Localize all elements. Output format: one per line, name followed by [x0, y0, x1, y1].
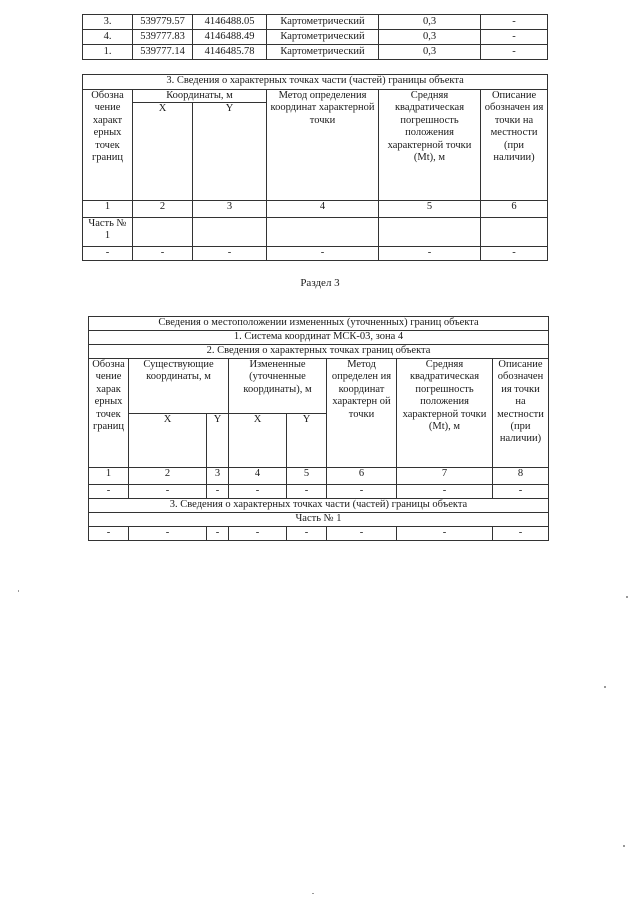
col-existing-coords: Существующие координаты, м — [129, 359, 229, 414]
method-cell: Картометрический — [267, 30, 379, 45]
section3-title: Сведения о местоположении измененных (уточненных) границ объекта — [89, 317, 549, 331]
table-row — [83, 30, 548, 45]
col-point-name: Обозна чение харак ерных точек границ — [89, 359, 129, 468]
table-row — [83, 45, 548, 60]
col-method: Метод определения координат характерной точки — [267, 90, 379, 201]
dash-cell: - — [133, 247, 193, 261]
column-number: 4 — [267, 201, 379, 218]
dash-cell: - — [193, 247, 267, 261]
coord-x: 539777.83 — [133, 30, 193, 45]
method-cell: Картометрический — [267, 45, 379, 60]
changed-boundaries-table — [88, 316, 549, 541]
dash-cell: - — [89, 527, 129, 541]
col-x: X — [133, 103, 193, 201]
col-changed-coords: Измененные (уточненные координаты), м — [229, 359, 327, 414]
point-number: 1. — [83, 45, 133, 60]
table-row — [83, 15, 548, 30]
dash-cell: - — [397, 485, 493, 499]
dash-cell: - — [327, 485, 397, 499]
description-cell: - — [481, 15, 548, 30]
dash-cell: - — [287, 527, 327, 541]
dash-cell: - — [89, 485, 129, 499]
boundary-points-row: 2. Сведения о характерных точках границ объекта — [89, 345, 549, 359]
dash-cell: - — [493, 485, 549, 499]
dash-cell: - — [207, 527, 229, 541]
col-x-existing: X — [129, 413, 207, 468]
col-mt: Средняя квадратическая погрешность положения характерной точки (Mt), м — [379, 90, 481, 201]
dash-cell: - — [229, 527, 287, 541]
point-number: 4. — [83, 30, 133, 45]
part-points-table — [82, 74, 548, 261]
col-method: Метод определен ия координат характерн ой точки — [327, 359, 397, 468]
column-number: 7 — [397, 468, 493, 485]
col-y: Y — [193, 103, 267, 201]
col-description: Описание обозначен ия точки на местности (при наличии) — [481, 90, 548, 201]
dash-cell: - — [327, 527, 397, 541]
dash-cell: - — [493, 527, 549, 541]
col-coords: Координаты, м — [133, 90, 267, 103]
column-number: 5 — [287, 468, 327, 485]
dash-cell: - — [207, 485, 229, 499]
column-number: 5 — [379, 201, 481, 218]
coord-system-row: 1. Система координат МСК-03, зона 4 — [89, 331, 549, 345]
coord-x: 539777.14 — [133, 45, 193, 60]
part-label: Часть № 1 — [89, 513, 549, 527]
coord-y: 4146485.78 — [193, 45, 267, 60]
col-mt: Средняя квадратическая погрешность положения характерной точки (Mt), м — [397, 359, 493, 468]
coord-x: 539779.57 — [133, 15, 193, 30]
dash-cell: - — [267, 247, 379, 261]
dash-cell: - — [129, 485, 207, 499]
dash-cell: - — [229, 485, 287, 499]
column-number: 3 — [207, 468, 229, 485]
col-y-existing: Y — [207, 413, 229, 468]
coordinates-table-tail — [82, 14, 548, 60]
column-number: 8 — [493, 468, 549, 485]
column-number: 1 — [83, 201, 133, 218]
column-number: 3 — [193, 201, 267, 218]
description-cell: - — [481, 45, 548, 60]
description-cell: - — [481, 30, 548, 45]
column-number: 6 — [327, 468, 397, 485]
column-number: 2 — [129, 468, 207, 485]
scan-speck — [626, 596, 628, 598]
dash-cell: - — [287, 485, 327, 499]
col-description: Описание обозначен ия точки на местности (при наличии) — [493, 359, 549, 468]
part-section-title: 3. Сведения о характерных точках части (частей) границы объекта — [83, 75, 548, 90]
dash-cell: - — [83, 247, 133, 261]
mt-cell: 0,3 — [379, 45, 481, 60]
mt-cell: 0,3 — [379, 15, 481, 30]
column-number: 2 — [133, 201, 193, 218]
column-number: 6 — [481, 201, 548, 218]
dash-cell: - — [397, 527, 493, 541]
column-number: 1 — [89, 468, 129, 485]
coord-y: 4146488.05 — [193, 15, 267, 30]
scan-speck — [18, 590, 19, 592]
col-x-changed: X — [229, 413, 287, 468]
dash-cell: - — [379, 247, 481, 261]
column-number: 4 — [229, 468, 287, 485]
dash-cell: - — [129, 527, 207, 541]
method-cell: Картометрический — [267, 15, 379, 30]
point-number: 3. — [83, 15, 133, 30]
col-y-changed: Y — [287, 413, 327, 468]
mt-cell: 0,3 — [379, 30, 481, 45]
part-label: Часть № 1 — [83, 218, 133, 247]
section-heading: Раздел 3 — [300, 277, 340, 289]
dash-cell: - — [481, 247, 548, 261]
col-point-name: Обозна чение характ ерных точек границ — [83, 90, 133, 201]
part-points-row: 3. Сведения о характерных точках части (частей) границы объекта — [89, 499, 549, 513]
scan-speck — [312, 893, 314, 894]
scan-speck — [604, 686, 606, 688]
scan-speck — [623, 845, 625, 847]
coord-y: 4146488.49 — [193, 30, 267, 45]
